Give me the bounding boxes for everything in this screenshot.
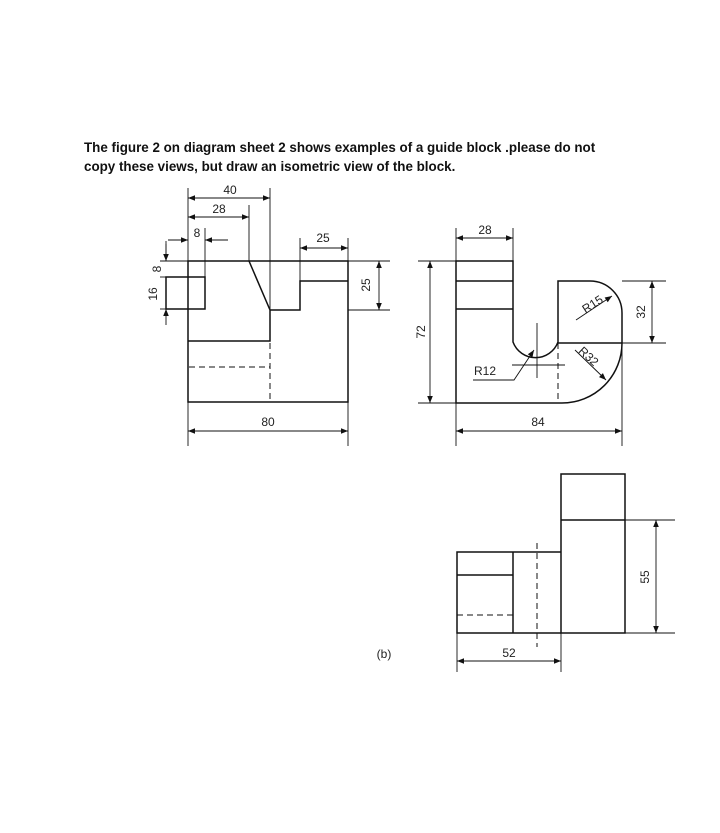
- side-dim-label-32: 32: [634, 305, 649, 319]
- dim-label-16: 16: [146, 287, 161, 301]
- dim-label-25-height: 25: [359, 278, 374, 292]
- side-view-extension-lines: [418, 228, 666, 446]
- figure-caption: (b): [376, 647, 392, 661]
- side-dim-label-84: 84: [531, 415, 545, 429]
- top-dim-label-55: 55: [638, 570, 653, 584]
- instructions-line-2: copy these views, but draw an isometric view of the block.: [84, 159, 456, 174]
- front-view-stud: [166, 277, 205, 309]
- side-view-outline: [456, 261, 622, 403]
- top-view-base-block: [457, 552, 561, 633]
- dim-label-40: 40: [223, 183, 237, 197]
- dim-label-8-width: 8: [193, 226, 201, 240]
- dim-label-28: 28: [212, 202, 226, 216]
- side-dim-label-72: 72: [414, 325, 429, 339]
- top-dim-label-52: 52: [502, 646, 516, 660]
- top-view-tall-block: [561, 474, 625, 633]
- front-view: [146, 183, 390, 446]
- dim-label-80: 80: [261, 415, 275, 429]
- top-view-extension-lines: [457, 520, 675, 672]
- dim-label-25: 25: [316, 231, 330, 245]
- front-view-slot-profile: [188, 261, 348, 341]
- front-view-outline: [188, 261, 348, 402]
- side-dim-label-r15: R15: [579, 292, 606, 317]
- side-dim-label-28: 28: [478, 223, 492, 237]
- top-view: [457, 474, 675, 672]
- side-dim-label-r12: R12: [474, 364, 497, 378]
- instructions-line-1: The figure 2 on diagram sheet 2 shows examples of a guide block .please do not: [84, 140, 596, 155]
- dim-label-8-height: 8: [150, 265, 165, 273]
- side-dim-label-r32: R32: [575, 343, 602, 370]
- side-view: [414, 223, 666, 446]
